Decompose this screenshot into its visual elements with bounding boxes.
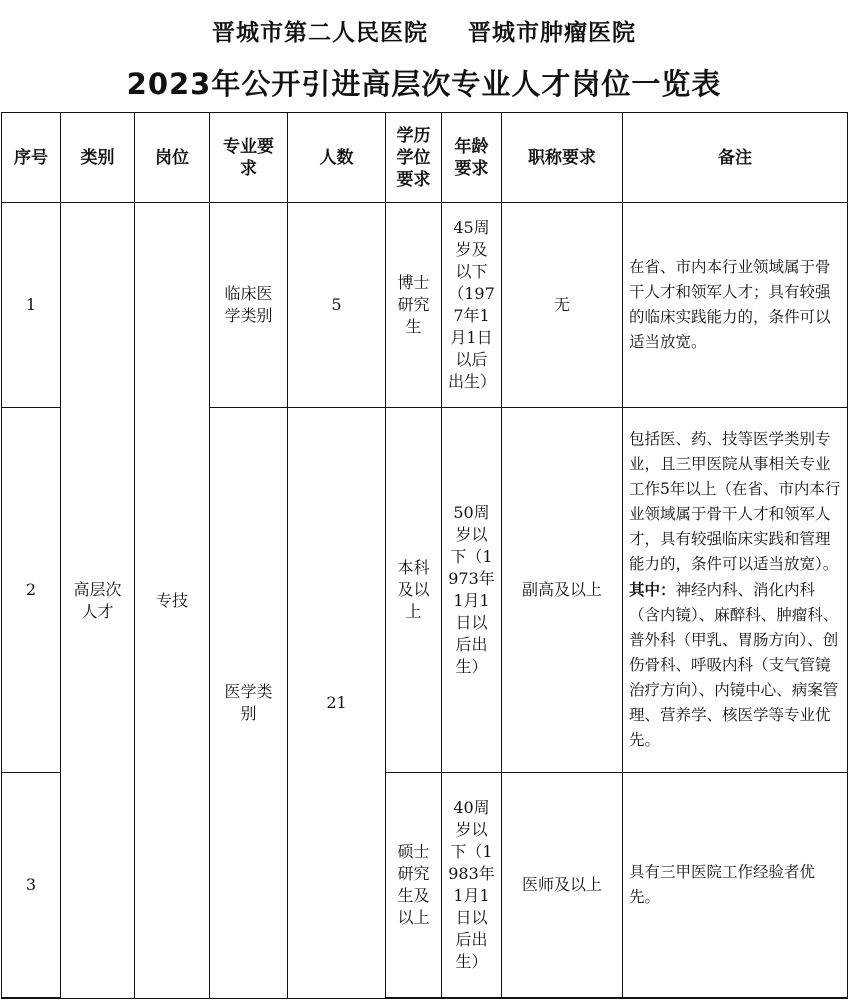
row2-age: 50周岁以下（1973年1月1日以后出生） [442,408,502,773]
row3-age: 40周岁以下（1983年1月1日以后出生） [442,773,502,998]
col-header-category: 类别 [61,113,135,203]
row3-note: 具有三甲医院工作经验者优先。 [623,773,848,998]
row-end-spacer [623,998,848,999]
row3-seq: 3 [2,773,61,998]
row-end-spacer [2,998,61,999]
row1-note: 在省、市内本行业领域属于骨干人才和领军人才；具有较强的临床实践能力的，条件可以适当放宽。 [623,203,848,408]
row1-count: 5 [288,203,386,408]
positions-table [1,112,848,999]
row1-seq: 1 [2,203,61,408]
row1-major: 临床医学类别 [210,203,288,408]
row2-note [623,408,848,773]
col-header-post: 岗位 [135,113,210,203]
org-name-1: 晋城市第二人民医院 [212,20,428,46]
organization-names [0,14,848,47]
page-title: 2023年公开引进高层次专业人才岗位一览表 [126,67,722,101]
row2-note-text: 包括医、药、技等医学类别专业，且三甲医院从事相关专业工作5年以上（在省、市内本行业领域属于骨干人才和领军人才，具有较强临床实践和管理能力的，条件可以适当放宽）。 [629,430,841,573]
row1-age: 45周岁及以下（1977年1月1日以后出生） [442,203,502,408]
col-header-degree: 学历学位要求 [386,113,442,203]
table-row [2,203,848,408]
row2-note-extra: 神经内科、消化内科（含内镜）、麻醉科、肿瘤科、普外科（甲乳、胃肠方向）、创伤骨科、呼吸内科（支气管镜治疗方向）、内镜中心、病案管理、营养学、核医学等专业优先。 [629,581,839,749]
col-header-note: 备注 [623,113,848,203]
col-header-count: 人数 [288,113,386,203]
header-row [2,113,848,203]
row2-seq: 2 [2,408,61,773]
row2-note-bold: 其中： [629,580,676,599]
row1-degree: 博士研究生 [386,203,442,408]
row2-degree: 本科及以上 [386,408,442,773]
row3-title: 医师及以上 [502,773,623,998]
row1-title: 无 [502,203,623,408]
row2-title: 副高及以上 [502,408,623,773]
org-name-2: 晋城市肿瘤医院 [468,20,636,46]
row-end-spacer [442,998,502,999]
col-header-age: 年龄要求 [442,113,502,203]
row-end-spacer [502,998,623,999]
col-header-major: 专业要求 [210,113,288,203]
category-cell: 高层次人才 [61,203,135,999]
post-cell: 专技 [135,203,210,999]
row23-count: 21 [288,408,386,999]
row-end-spacer [386,998,442,999]
col-header-title: 职称要求 [502,113,623,203]
col-header-seq: 序号 [2,113,61,203]
row3-degree: 硕士研究生及以上 [386,773,442,998]
row23-major: 医学类别 [210,408,288,999]
